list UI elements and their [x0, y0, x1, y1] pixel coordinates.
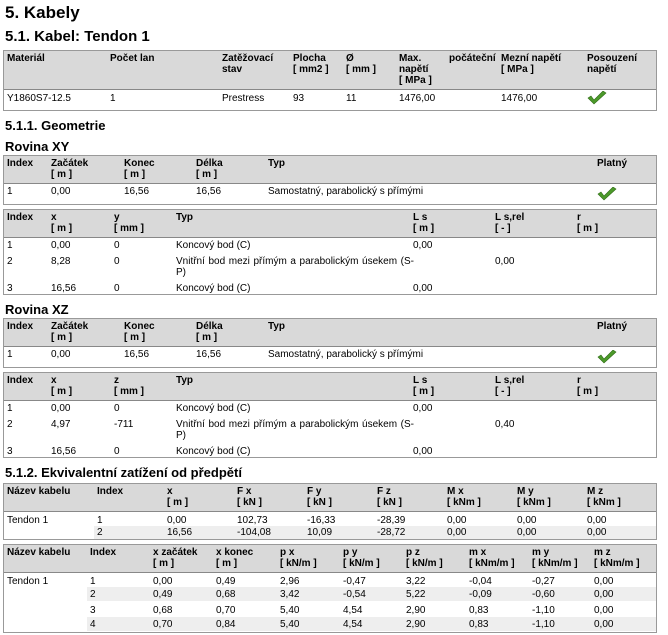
- row-my: -1,10: [532, 605, 555, 616]
- col-mx: m x: [469, 547, 487, 558]
- col-zacatek: Začátek: [51, 321, 89, 332]
- pt-y: 0: [114, 256, 120, 267]
- row-xk: 0,84: [216, 619, 236, 630]
- pt-z: 0: [114, 403, 120, 414]
- col-zacatek-unit: [ m ]: [51, 332, 73, 343]
- col-konec: Konec: [124, 158, 155, 169]
- row-my: -1,10: [532, 619, 555, 630]
- col-my: m y: [532, 547, 550, 558]
- col-mz: M z: [587, 486, 604, 497]
- col-ls: L s: [413, 212, 428, 223]
- col-x-unit: [ m ]: [51, 223, 73, 234]
- col-fx: F x: [237, 486, 252, 497]
- row-py: 4,54: [343, 605, 363, 616]
- col-typ: Typ: [176, 212, 194, 223]
- plocha-value: 93: [293, 93, 305, 104]
- col-zacatek-unit: [ m ]: [51, 169, 73, 180]
- col-konec: Konec: [124, 321, 155, 332]
- col-mezni-unit: [ MPa ]: [501, 64, 534, 75]
- pt-lsrel: 0,00: [495, 256, 515, 267]
- col-my-unit: [ kNm ]: [517, 497, 551, 508]
- col-mz-unit: [ kNm/m ]: [594, 558, 640, 569]
- col-delka-unit: [ m ]: [196, 332, 218, 343]
- pt-typ: Koncový bod (C): [176, 446, 251, 457]
- pt-index: 3: [7, 283, 13, 294]
- row-nazev: Tendon 1: [7, 515, 49, 526]
- row-py: -0,54: [343, 589, 366, 600]
- col-fy-unit: [ kN ]: [307, 497, 332, 508]
- col-fz-unit: [ kN ]: [377, 497, 402, 508]
- col-fz: F z: [377, 486, 391, 497]
- table-header: [4, 210, 656, 238]
- col-index: Index: [90, 547, 117, 558]
- col-zatez2: stav: [222, 64, 243, 75]
- col-pz: p z: [406, 547, 420, 558]
- geometry-title: 5.1.1. Geometrie: [5, 118, 106, 133]
- seg-konec: 16,56: [124, 186, 150, 197]
- pocet-value: 1: [110, 93, 116, 104]
- pt-x: 4,97: [51, 419, 71, 430]
- row-x: 16,56: [167, 527, 193, 538]
- pt-typ: Koncový bod (C): [176, 240, 251, 251]
- row-x: 0,00: [167, 515, 187, 526]
- row-xk: 0,49: [216, 576, 236, 587]
- pt-x: 8,28: [51, 256, 71, 267]
- col-ls-unit: [ m ]: [413, 223, 435, 234]
- xz-points-table: [3, 372, 657, 458]
- rovina-xz-title: Rovina XZ: [5, 302, 69, 317]
- row-px: 5,40: [280, 619, 300, 630]
- col-mx-unit: [ kNm ]: [447, 497, 481, 508]
- pt-typ: Koncový bod (C): [176, 283, 251, 294]
- row-mx: -0,09: [469, 589, 492, 600]
- seg-index: 1: [7, 349, 13, 360]
- col-y: y: [114, 212, 120, 223]
- col-lsrel-unit: [ - ]: [495, 223, 511, 234]
- material-value: Y1860S7-12.5: [7, 93, 71, 104]
- col-delka: Délka: [196, 158, 223, 169]
- seg-typ: Samostatný, parabolický s přímými: [268, 186, 424, 197]
- col-y-unit: [ mm ]: [114, 223, 144, 234]
- row-py: 4,54: [343, 619, 363, 630]
- col-zatez: Zatěžovací: [222, 53, 274, 64]
- row-mz: 0,00: [587, 527, 607, 538]
- check-icon: [597, 350, 617, 364]
- col-lsrel-unit: [ - ]: [495, 386, 511, 397]
- col-typ: Typ: [176, 375, 194, 386]
- col-r-unit: [ m ]: [577, 223, 599, 234]
- row-index: 2: [90, 589, 96, 600]
- col-delka-unit: [ m ]: [196, 169, 218, 180]
- row-mz: 0,00: [587, 515, 607, 526]
- col-index: Index: [7, 375, 34, 386]
- col-index: Index: [7, 212, 34, 223]
- pt-typ: Vnitřní bod mezi přímým a parabolickým úsekem (S-P): [176, 419, 414, 441]
- load-title: 5.1.2. Ekvivalentní zatížení od předpětí: [5, 465, 242, 480]
- col-fx-unit: [ kN ]: [237, 497, 262, 508]
- pt-ls: 0,00: [413, 240, 433, 251]
- row-index: 3: [90, 605, 96, 616]
- row-my: -0,27: [532, 576, 555, 587]
- row-fx: -104,08: [237, 527, 271, 538]
- seg-typ: Samostatný, parabolický s přímými: [268, 349, 424, 360]
- col-r-unit: [ m ]: [577, 386, 599, 397]
- col-pz-unit: [ kN/m ]: [406, 558, 443, 569]
- row-xz: 0,49: [153, 589, 173, 600]
- row-my: -0,60: [532, 589, 555, 600]
- pt-typ: Koncový bod (C): [176, 403, 251, 414]
- col-x-unit: [ m ]: [167, 497, 189, 508]
- table-header: [4, 545, 656, 573]
- seg-zacatek: 0,00: [51, 349, 71, 360]
- prumer-value: 11: [346, 93, 357, 104]
- col-typ: Typ: [268, 321, 286, 332]
- row-nazev: Tendon 1: [7, 576, 49, 587]
- row-mz: 0,00: [594, 576, 614, 587]
- col-mx-unit: [ kNm/m ]: [469, 558, 515, 569]
- col-mezni: Mezní napětí: [501, 53, 562, 64]
- col-ls-unit: [ m ]: [413, 386, 435, 397]
- table-header: [4, 51, 656, 90]
- col-mz-unit: [ kNm ]: [587, 497, 621, 508]
- col-zacatek: Začátek: [51, 158, 89, 169]
- pt-index: 1: [7, 240, 13, 251]
- distributed-table: [3, 544, 657, 633]
- col-px: p x: [280, 547, 295, 558]
- pt-z: 0: [114, 446, 120, 457]
- seg-index: 1: [7, 186, 13, 197]
- row-my: 0,00: [517, 527, 537, 538]
- row-px: 5,40: [280, 605, 300, 616]
- col-xk: x konec: [216, 547, 254, 558]
- row-xz: 0,70: [153, 619, 173, 630]
- row-mz: 0,00: [594, 619, 614, 630]
- col-py-unit: [ kN/m ]: [343, 558, 380, 569]
- row-fx: 102,73: [237, 515, 268, 526]
- row-index: 2: [97, 527, 103, 538]
- col-platny: Platný: [597, 158, 628, 169]
- table-header: [4, 484, 656, 512]
- pt-x: 0,00: [51, 240, 71, 251]
- row-fz: -28,39: [377, 515, 406, 526]
- mezni-value: 1476,00: [501, 93, 538, 104]
- row-mx: 0,83: [469, 619, 489, 630]
- row-fy: 10,09: [307, 527, 333, 538]
- col-z-unit: [ mm ]: [114, 386, 144, 397]
- zatez-value: Prestress: [222, 93, 265, 104]
- row-pz: 2,90: [406, 605, 426, 616]
- col-konec-unit: [ m ]: [124, 332, 146, 343]
- pt-index: 3: [7, 446, 13, 457]
- row-fz: -28,72: [377, 527, 406, 538]
- col-xk-unit: [ m ]: [216, 558, 238, 569]
- row-index: 1: [97, 515, 103, 526]
- seg-delka: 16,56: [196, 349, 222, 360]
- check-icon: [587, 91, 607, 105]
- row-xk: 0,70: [216, 605, 236, 616]
- row-index: 4: [90, 619, 96, 630]
- col-fy: F y: [307, 486, 322, 497]
- col-x-unit: [ m ]: [51, 386, 73, 397]
- col-index: Index: [7, 158, 34, 169]
- table-header: [4, 373, 656, 401]
- col-posouzeni2: napětí: [587, 64, 617, 75]
- col-max-unit: [ MPa ]: [399, 75, 432, 86]
- col-r: r: [577, 375, 581, 386]
- col-my: M y: [517, 486, 534, 497]
- pt-lsrel: 0,40: [495, 419, 515, 430]
- xz-segment-table: [3, 318, 657, 368]
- col-xz: x začátek: [153, 547, 198, 558]
- forces-table: [3, 483, 657, 540]
- col-px-unit: [ kN/m ]: [280, 558, 317, 569]
- seg-konec: 16,56: [124, 349, 150, 360]
- pt-typ: Vnitřní bod mezi přímým a parabolickým úsekem (S-P): [176, 256, 414, 278]
- col-x: x: [51, 375, 57, 386]
- pt-ls: 0,00: [413, 283, 433, 294]
- pt-ls: 0,00: [413, 446, 433, 457]
- row-py: -0,47: [343, 576, 366, 587]
- col-konec-unit: [ m ]: [124, 169, 146, 180]
- row-mx: -0,04: [469, 576, 492, 587]
- col-lsrel: L s,rel: [495, 375, 525, 386]
- row-index: 1: [90, 576, 96, 587]
- row-xz: 0,68: [153, 605, 173, 616]
- col-ls: L s: [413, 375, 428, 386]
- col-x: x: [167, 486, 173, 497]
- pt-ls: 0,00: [413, 403, 433, 414]
- table-row: [94, 526, 656, 539]
- pt-index: 2: [7, 256, 13, 267]
- check-icon: [597, 187, 617, 201]
- table-row: [87, 587, 656, 601]
- material-table: [3, 50, 657, 111]
- pt-x: 0,00: [51, 403, 71, 414]
- xy-points-table: [3, 209, 657, 295]
- col-typ: Typ: [268, 158, 286, 169]
- cable-title: 5.1. Kabel: Tendon 1: [5, 28, 150, 45]
- col-delka: Délka: [196, 321, 223, 332]
- row-mx: 0,00: [447, 515, 467, 526]
- col-prumer-unit: [ mm ]: [346, 64, 376, 75]
- rovina-xy-title: Rovina XY: [5, 139, 70, 154]
- pt-x: 16,56: [51, 283, 77, 294]
- col-index: Index: [7, 321, 34, 332]
- table-header: [4, 319, 656, 347]
- col-nazev: Název kabelu: [7, 547, 71, 558]
- row-pz: 2,90: [406, 619, 426, 630]
- row-xz: 0,00: [153, 576, 173, 587]
- col-pocet: Počet lan: [110, 53, 155, 64]
- col-index: Index: [97, 486, 124, 497]
- row-mx: 0,00: [447, 527, 467, 538]
- max-value: 1476,00: [399, 93, 436, 104]
- row-mx: 0,83: [469, 605, 489, 616]
- col-lsrel: L s,rel: [495, 212, 525, 223]
- table-row: [87, 617, 656, 631]
- row-my: 0,00: [517, 515, 537, 526]
- pt-y: 0: [114, 240, 120, 251]
- seg-delka: 16,56: [196, 186, 222, 197]
- col-posouzeni: Posouzení: [587, 53, 638, 64]
- row-xk: 0,68: [216, 589, 236, 600]
- table-header: [4, 156, 656, 184]
- xy-segment-table: [3, 155, 657, 205]
- col-z: z: [114, 375, 119, 386]
- row-px: 3,42: [280, 589, 300, 600]
- pt-index: 2: [7, 419, 13, 430]
- col-xz-unit: [ m ]: [153, 558, 175, 569]
- col-platny: Platný: [597, 321, 628, 332]
- row-mz: 0,00: [594, 589, 614, 600]
- row-mz: 0,00: [594, 605, 614, 616]
- row-pz: 5,22: [406, 589, 426, 600]
- page-title: 5. Kabely: [5, 3, 80, 22]
- seg-zacatek: 0,00: [51, 186, 71, 197]
- col-mz: m z: [594, 547, 611, 558]
- pt-index: 1: [7, 403, 13, 414]
- col-py: p y: [343, 547, 358, 558]
- col-nazev: Název kabelu: [7, 486, 71, 497]
- col-max: Max.: [399, 53, 422, 64]
- row-px: 2,96: [280, 576, 300, 587]
- col-x: x: [51, 212, 57, 223]
- col-prumer: Ø: [346, 53, 354, 64]
- row-pz: 3,22: [406, 576, 426, 587]
- pt-y: 0: [114, 283, 120, 294]
- pt-x: 16,56: [51, 446, 77, 457]
- col-plocha: Plocha: [293, 53, 326, 64]
- col-max2: napětí: [399, 64, 429, 75]
- col-my-unit: [ kNm/m ]: [532, 558, 578, 569]
- col-plocha-unit: [ mm2 ]: [293, 64, 329, 75]
- row-fy: -16,33: [307, 515, 336, 526]
- col-material: Materiál: [7, 53, 45, 64]
- col-pocatecni: počáteční: [449, 53, 496, 64]
- col-r: r: [577, 212, 581, 223]
- col-mx: M x: [447, 486, 464, 497]
- pt-z: -711: [114, 419, 134, 430]
